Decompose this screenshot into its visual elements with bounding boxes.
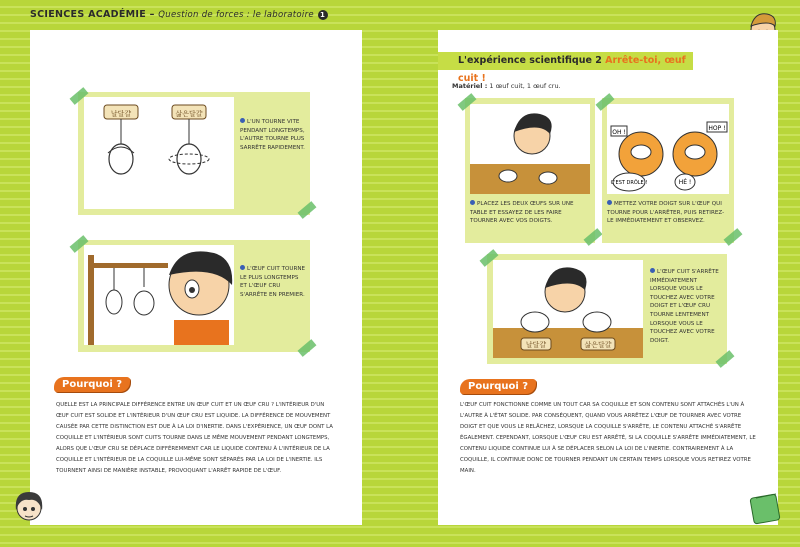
bubble-hop: HOP ! xyxy=(708,125,726,132)
chapter-subtitle: Question de forces : le laboratoire xyxy=(158,10,314,20)
notebook-icon xyxy=(748,490,784,526)
experiment-title: L'expérience scientifique 2 Arrête-toi, œuf cuit ! xyxy=(438,52,693,70)
illustration-boy-eggs xyxy=(84,245,234,345)
egg-tag-left: 날달걀 xyxy=(525,341,547,349)
pourquoi-badge-left: Pourquoi ? xyxy=(54,377,130,392)
avatar-girl-icon xyxy=(12,488,46,524)
illustration-place-eggs xyxy=(470,104,590,194)
egg-tag-left: 날달걀 xyxy=(110,110,132,118)
series-title: SCIENCES ACADÉMIE xyxy=(30,9,147,20)
egg-tag-right: 삶은달걀 xyxy=(584,341,612,349)
illustration-stop-eggs xyxy=(607,104,729,194)
explanation-left: QUELLE EST LA PRINCIPALE DIFFÉRENCE ENTRE UN ŒUF CUIT ET UN ŒUF CRU ? L'INTÉRIEUR D'UN ŒUF CUIT EST SOLIDE ET L'INTÉRIEUR D'UN ŒUF CRU EST LIQUIDE. LA DIFFÉRENCE DE MOUVEMENT CAUSÉE PAR CETTE DISTINCTION EST DUE À LA LOI D'INERTIE. DANS L'EXPÉRIENCE, UN ŒUF DONT LA COQUILLE ET L'INTÉRIEUR SONT CUITS TOURNE DANS LE MÊME MOUVEMENT PENDANT LONGTEMPS, ALORS QUE L'ŒUF CRU SE DÉPLACE DIFFÉREMMENT CAR LE LIQUIDE CONTENU À L'INTÉRIEUR DE LA COQUILLE ET L'INTÉRIEUR DE LA COQUILLE LUI-MÊME SONT SÉPARÉS PAR LA LOI DE L'INERTIE. ILS TOURNENT AINSI DE MANIÈRE INSTABLE, PROVOQUANT L'ARRÊT RAPIDE DE L'ŒUF. xyxy=(56,402,333,474)
panel1-caption: L'UN TOURNE VITE PENDANT LONGTEMPS, L'AUTRE TOURNE PLUS SARRÊTE RAPIDEMENT. xyxy=(240,119,305,151)
bubble-oh: OH ! xyxy=(612,129,626,136)
panel2-caption: L'ŒUF CUIT TOURNE LE PLUS LONGTEMPS ET L'ŒUF CRU S'ARRÊTE EN PREMIER. xyxy=(240,266,306,298)
bubble-drole: C'EST DRÔLE ! xyxy=(610,180,648,186)
illustration-eggs-spinning xyxy=(84,97,234,209)
panel-r3-caption: L'ŒUF CUIT S'ARRÊTE IMMÉDIATEMENT LORSQUE VOUS LE TOUCHEZ AVEC VOTRE DOIGT ET L'ŒUF CRU TOURNE LENTEMENT LORSQUE VOUS LE TOUCHEZ AVEC VOTRE DOIGT. xyxy=(650,269,719,344)
bullet-dot xyxy=(470,200,475,205)
panel-r1-caption: PLACEZ LES DEUX ŒUFS SUR UNE TABLE ET ESSAYEZ DE LES FAIRE TOURNER AVEC VOS DOIGTS. xyxy=(470,201,574,225)
bullet-dot xyxy=(240,118,245,123)
pourquoi-badge-right: Pourquoi ? xyxy=(460,379,536,394)
illustration-result xyxy=(493,260,643,358)
materials-line: Matériel : 1 œuf cuit, 1 œuf cru. xyxy=(452,82,561,90)
panel-r2-caption: METTEZ VOTRE DOIGT SUR L'ŒUF QUI TOURNE POUR L'ARRÊTER, PUIS RETIREZ-LE IMMÉDIATEMENT ET OBSERVEZ. xyxy=(607,201,725,225)
egg-tag-right: 삶은달걀 xyxy=(175,110,203,118)
chapter-number: 1 xyxy=(318,10,328,20)
bullet-dot xyxy=(607,200,612,205)
bubble-he: HÉ ! xyxy=(678,179,692,186)
explanation-right: L'ŒUF CUIT FONCTIONNE COMME UN TOUT CAR SA COQUILLE ET SON CONTENU SONT ATTACHÉS L'UN À L'AUTRE À L'ÉTAT SOLIDE. PAR CONSÉQUENT, QUAND VOUS ARRÊTEZ L'ŒUF DE TOURNER AVEC VOTRE DOIGT ET QUE VOUS LE RELÂCHEZ, LORSQUE LA COQUILLE S'ARRÊTE, LE CONTENU ATTACHÉ S'ARRÊTE ÉGALEMENT. CEPENDANT, LORSQUE L'ŒUF CRU EST ARRÊTÉ, SI LA COQUILLE S'ARRÊTE IMMÉDIATEMENT, LE CONTENU LIQUIDE CONTINUE LUI À SE DÉPLACER SELON LA LOI DE L'INERTIE. CONTRAIREMENT À LA COQUILLE, IL CONTINUE DONC DE TOURNER PENDANT UN CERTAIN TEMPS LORSQUE VOUS RETIREZ VOTRE MAIN. xyxy=(460,402,756,474)
running-header: SCIENCES ACADÉMIE – Question de forces : le laboratoire 1 xyxy=(30,9,328,20)
bullet-dot xyxy=(650,268,655,273)
bullet-dot xyxy=(240,265,245,270)
